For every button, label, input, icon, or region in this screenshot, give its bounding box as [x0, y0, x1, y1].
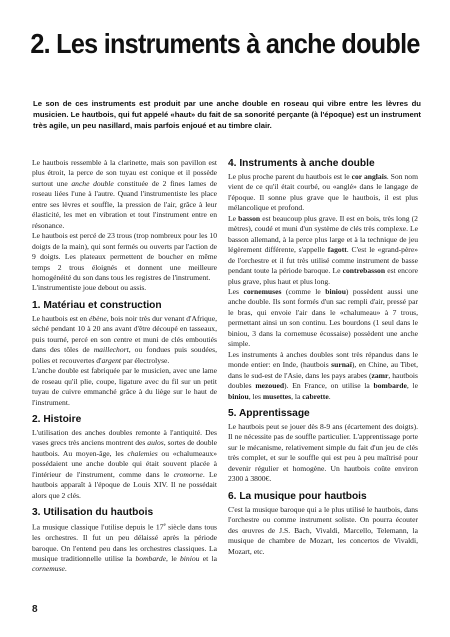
- paragraph-learning: Le hautbois peut se jouer dès 8-9 ans (écartement des doigts). Il ne nécessite pas de souffle particulier. L'apprentissage porte sur le mécanisme, relativement simple du fait d'un jeu de clés très complet, et sur le souffle qui est peu à peu maîtrisé pour devenir régulier et homogène. Un hautbois coûte environ 2300 à 3800€.: [228, 421, 418, 484]
- heading-learning: 5. Apprentissage: [228, 407, 310, 419]
- paragraph-reed: L'anche double est fabriquée par le musicien, avec une lame de roseau qu'il plie, coupe, ligature avec du fil sur un petit tuyau de cuivre emmanché grâce à du liège sur le haut de l'instrument.: [32, 366, 217, 407]
- paragraph-repertoire: C'est la musique baroque qui a le plus utilisé le hautbois, dans l'orchestre ou comme instrument soliste. On pourra écouter des œuvres de J.S. Bach, Vivaldi, Marcello, Telemann, la musique de chambre de Mozart, les concertos de Vivaldi, Mozart, etc.: [228, 504, 418, 556]
- paragraph-posture: L'instrumentiste joue debout ou assis.: [32, 283, 147, 293]
- paragraph-cornemuses: Les cornemuses (comme le biniou) possèdent aussi une anche double. Ils sont formés d'un sac rempli d'air, pressé par le bras, qui envoie l'air dans le «chalumeau» à 7 trous, permettant ainsi un son continu. Les bourdons (1 seul dans le biniou, 3 dans la cornemuse écossaise) possèdent une anche simple.: [228, 286, 418, 349]
- left-column: [32, 158, 217, 575]
- heading-materials: 1. Matériau et construction: [32, 299, 162, 311]
- paragraph-materials: Le hautbois est en ébène, bois noir très dur venant d'Afrique, séché pendant 10 à 20 ans avant d'être découpé en tasseaux, puis tourné, percé en son centre et muni de clés emboutiés dans des tôles de maillechort, ou fondues puis soudées, polies et recouvertes d'argent par électrolyse.: [32, 313, 217, 365]
- heading-history: 2. Histoire: [32, 413, 82, 425]
- paragraph-cor-anglais: Le plus proche parent du hautbois est le cor anglais. Son nom vient de ce qu'il était courbé, ou «anglé» dans le langage de l'époque. Il sonne plus grave que le hautbois, il est plus mélancolique et profond.: [228, 172, 419, 213]
- paragraph-basson: Le basson est beaucoup plus grave. Il est en bois, très long (2 mètres), coudé et muni d'un système de clés très complexe. Le basson allemand, à la perce plus large et à la technique de jeu légèrement différente, s'appelle fagott. C'est le «grand-père» de l'orchestre et il fut très utilisé comme instrument de basse pendant toute la période baroque. Le contrebasson est encore plus grave, plus haut et plus long.: [228, 213, 419, 286]
- heading-usage: 3. Utilisation du hautbois: [32, 507, 154, 519]
- heading-double-reed-instruments: 4. Instruments à anche double: [228, 158, 375, 169]
- paragraph-holes: Le hautbois est percé de 23 trous (trop nombreux pour les 10 doigts de la main), qui sont fermés ou ouverts par l'action de 9 doigts. Les plateaux permettent de boucher en même temps 2 trous éloignés et donnent une meilleure homogénéité du son dans tous les registres de l'instrument.: [32, 231, 217, 282]
- page-number: 8: [32, 604, 38, 615]
- right-column: [228, 158, 418, 557]
- page-title: 2. Les instruments à anche double: [30, 28, 420, 59]
- paragraph-world-instruments: Les instruments à anches doubles sont très répandus dans le monde entier: en Inde, (hautbois surnaï), en Chine, au Tibet, dans le sud-est de l'Asie, dans les pays arabes (zamr, hautbois doubles mezoued). En France, on utilise la bombarde, le biniou, les musettes, la cabrette.: [228, 349, 418, 401]
- paragraph-usage: La musique classique l'utilise depuis le 17e siècle dans tous les orchestres. Il fut un peu délaissé après la période baroque. On l'entend peu dans les orchestres classiques. La musique traditionnelle utilise la bombarde, le biniou et la cornemuse.: [32, 522, 217, 574]
- paragraph-overview: Le hautbois ressemble à la clarinette, mais son pavillon est plus étroit, la perce de son tuyau est conique et il possède surtout une anche double constituée de 2 fines lames de roseau liées l'une à l'autre. Quand l'instrumentiste les place entre ses lèvres et souffle, la pression de l'air, grâce à leur élasticité, les met en vibration et tout l'instrument entre en résonance.: [32, 158, 217, 230]
- intro-paragraph: Le son de ces instruments est produit par une anche double en roseau qui vibre entre les lèvres du musicien. Le hautbois, qui fut appelé «haut» du fait de sa sonorité perçante (à l'époque) est un instrument très agile, un peu nasillard, mais parfois enjoué et au timbre clair.: [33, 99, 421, 131]
- paragraph-history: L'utilisation des anches doubles remonte à l'antiquité. Des vases grecs très anciens montrent des aulos, sortes de double hautbois. Au moyen-âge, les chalemies ou «chalumeaux» possédaient une anche double qui était souvent placée à l'intérieur de l'instrument, comme dans le cromorne. Le hautbois apparaît à l'époque de Louis XIV. Il ne possédait alors que 2 clés.: [32, 427, 218, 500]
- heading-repertoire: 6. La musique pour hautbois: [228, 490, 367, 502]
